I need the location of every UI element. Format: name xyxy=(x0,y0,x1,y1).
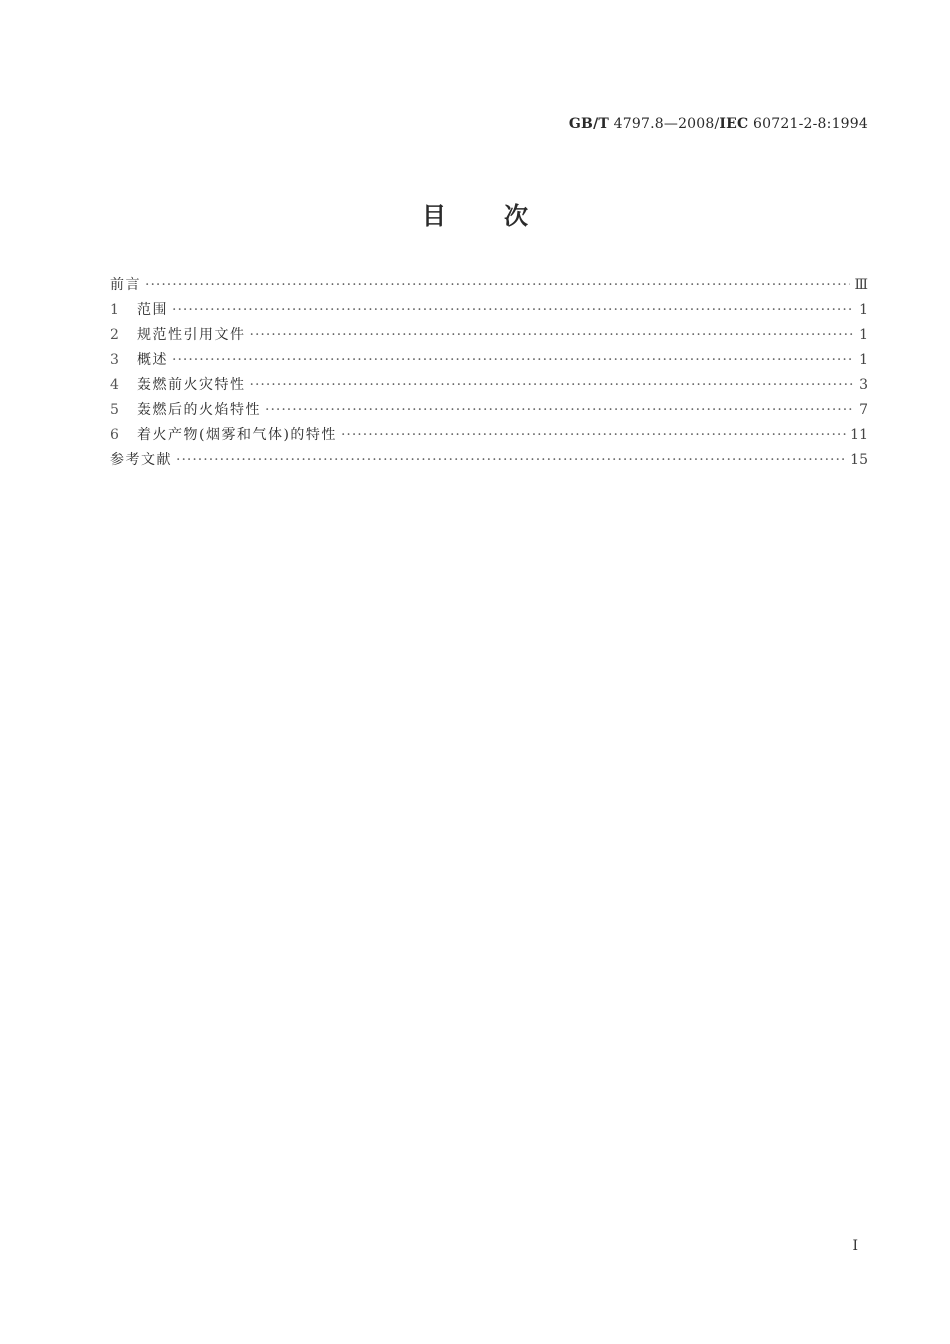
toc-entry-number: 1 xyxy=(110,302,119,318)
toc-entry-1[interactable] xyxy=(110,298,868,323)
toc-entry-page: 1 xyxy=(859,302,868,318)
toc-entry-label: 规范性引用文件 xyxy=(137,327,246,343)
toc-entry-page: 1 xyxy=(859,327,868,343)
toc-entry-preface[interactable] xyxy=(110,273,868,298)
toc-entry-label: 轰燃后的火焰特性 xyxy=(137,402,261,418)
toc-entry-page: 7 xyxy=(859,402,868,418)
toc-entry-page: Ⅲ xyxy=(854,277,868,293)
toc-entry-number: 6 xyxy=(110,427,119,443)
standard-code-gbt: GB/T xyxy=(568,116,610,132)
toc-entry-6[interactable] xyxy=(110,423,868,448)
page-number: I xyxy=(852,1238,858,1254)
standard-code-number: 4797.8—2008/ xyxy=(609,116,720,132)
toc-entry-number: 2 xyxy=(110,327,119,343)
toc-entry-label: 范围 xyxy=(137,302,168,318)
toc-entry-label: 轰燃前火灾特性 xyxy=(137,377,246,393)
toc-leader-dots xyxy=(250,323,855,348)
toc-entry-label: 参考文献 xyxy=(110,452,172,468)
standard-code-iec: IEC xyxy=(719,116,749,132)
toc-title: 目次 xyxy=(422,202,586,230)
toc-leader-dots xyxy=(172,348,854,373)
toc-leader-dots xyxy=(172,298,854,323)
toc-leader-dots xyxy=(341,423,846,448)
toc-entry-page: 15 xyxy=(850,452,868,468)
toc-entry-label: 概述 xyxy=(137,352,168,368)
toc-entry-3[interactable] xyxy=(110,348,868,373)
toc-entry-number: 4 xyxy=(110,377,119,393)
toc-leader-dots xyxy=(176,448,846,473)
toc-entry-2[interactable] xyxy=(110,323,868,348)
toc-entry-4[interactable] xyxy=(110,373,868,398)
table-of-contents xyxy=(110,273,868,473)
standard-code-iec-number: 60721-2-8:1994 xyxy=(748,116,868,132)
toc-leader-dots xyxy=(145,273,850,298)
toc-entry-page: 11 xyxy=(850,427,868,443)
standard-code xyxy=(569,116,868,132)
toc-entry-label: 着火产物(烟雾和气体)的特性 xyxy=(137,427,337,443)
toc-leader-dots xyxy=(250,373,855,398)
toc-entry-page: 3 xyxy=(859,377,868,393)
toc-entry-number: 3 xyxy=(110,352,119,368)
toc-leader-dots xyxy=(265,398,854,423)
toc-entry-label: 前言 xyxy=(110,277,141,293)
toc-entry-page: 1 xyxy=(859,352,868,368)
toc-entry-5[interactable] xyxy=(110,398,868,423)
toc-entry-bibliography[interactable] xyxy=(110,448,868,473)
toc-entry-number: 5 xyxy=(110,402,119,418)
